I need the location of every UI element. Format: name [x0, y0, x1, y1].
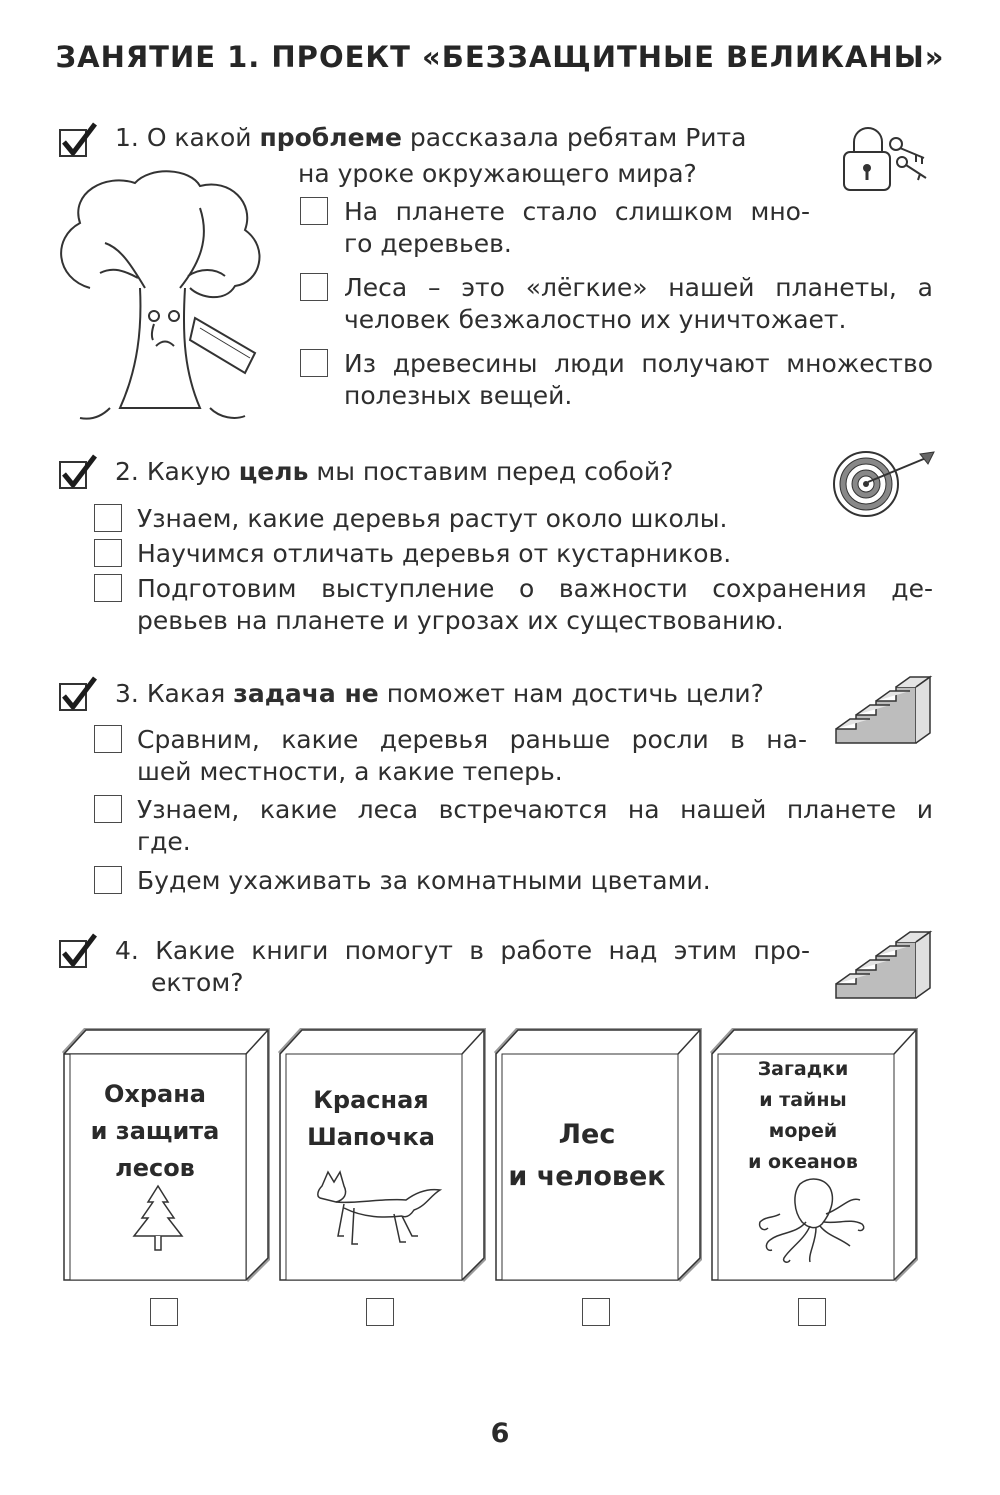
answer-option: Из древесины люди получают множество полезных вещей.	[344, 349, 933, 410]
answer-option: Леса – это «лёгкие» нашей планеты, а человек безжалостно их уничтожает.	[344, 273, 933, 334]
question-3: 3. Какая задача не поможет нам достичь цели?	[115, 679, 764, 708]
book-title: Лес и человек	[508, 1119, 666, 1192]
question-4: 4. Какие книги помогут в работе над этим про- ектом?	[115, 936, 810, 997]
book-card	[706, 1024, 920, 1286]
fir-tree-icon	[128, 1184, 188, 1254]
book-card	[490, 1024, 704, 1286]
answer-checkbox[interactable]	[300, 273, 328, 301]
stairs-icon	[834, 673, 934, 745]
checkmark-icon	[58, 931, 98, 971]
answer-option: Сравним, какие деревья раньше росли в на- шей местности, а какие теперь.	[137, 725, 807, 786]
book-card	[58, 1024, 272, 1286]
checkmark-icon	[58, 452, 98, 492]
page-number: 6	[490, 1418, 510, 1449]
checkmark-icon	[58, 674, 98, 714]
target-icon	[826, 448, 938, 518]
book-checkbox[interactable]	[150, 1298, 178, 1326]
keyword: задача не	[233, 679, 379, 708]
question-number: 3.	[115, 679, 139, 708]
question-number: 4.	[115, 936, 139, 965]
book-checkbox[interactable]	[798, 1298, 826, 1326]
page-title: ЗАНЯТИЕ 1. ПРОЕКТ «БЕЗЗАЩИТНЫЕ ВЕЛИКАНЫ»	[55, 40, 945, 74]
sad-tree-illustration	[50, 168, 272, 428]
question-1: 1. О какой проблеме рассказала ребятам Рита	[115, 123, 747, 152]
answer-option: Научимся отличать деревья от кустарников.	[137, 539, 732, 568]
squid-icon	[750, 1174, 870, 1266]
fox-icon	[314, 1164, 444, 1254]
answer-option: На планете стало слишком мно- го деревьев.	[344, 197, 810, 258]
question-1-line2: на уроке окружающего мира?	[298, 159, 697, 188]
answer-option: Подготовим выступление о важности сохранения де- ревьев на планете и угрозах их существованию.	[137, 574, 933, 635]
book-checkbox[interactable]	[582, 1298, 610, 1326]
answer-option: Узнаем, какие леса встречаются на нашей планете и где.	[137, 795, 933, 856]
answer-checkbox[interactable]	[94, 725, 122, 753]
question-number: 1.	[115, 123, 139, 152]
lock-icon	[836, 122, 932, 194]
book-title: Охрана и защита лесов	[90, 1080, 220, 1182]
answer-option: Будем ухаживать за комнатными цветами.	[137, 866, 711, 895]
answer-option: Узнаем, какие деревья растут около школы.	[137, 504, 728, 533]
answer-checkbox[interactable]	[94, 866, 122, 894]
answer-checkbox[interactable]	[94, 795, 122, 823]
answer-checkbox[interactable]	[94, 574, 122, 602]
stairs-icon	[834, 928, 934, 1000]
book-checkbox[interactable]	[366, 1298, 394, 1326]
answer-checkbox[interactable]	[94, 539, 122, 567]
book-title: Загадки и тайны морей и океанов	[748, 1058, 858, 1173]
answer-checkbox[interactable]	[300, 349, 328, 377]
answer-checkbox[interactable]	[300, 197, 328, 225]
book-card	[274, 1024, 488, 1286]
checkmark-icon	[58, 120, 98, 160]
keyword: цель	[238, 457, 309, 486]
book-title: Красная Шапочка	[307, 1086, 435, 1151]
keyword: проблеме	[259, 123, 402, 152]
answer-checkbox[interactable]	[94, 504, 122, 532]
question-2: 2. Какую цель мы поставим перед собой?	[115, 457, 674, 486]
question-number: 2.	[115, 457, 139, 486]
